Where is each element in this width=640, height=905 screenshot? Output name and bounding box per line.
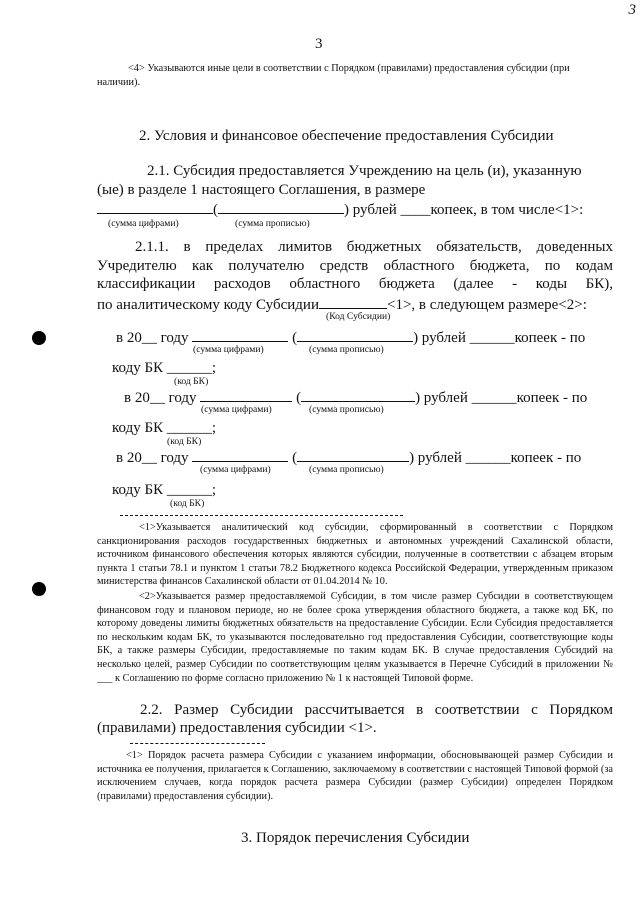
p211-line4: по аналитическому коду Субсидии <1>, в следующем размере<2>: [97,297,587,313]
p21-caption-words: (сумма прописью) [235,218,310,229]
year2-sum-digits-blank[interactable] [200,388,292,402]
year2-caption-digits: (сумма цифрами) [201,404,272,415]
year1-sum-words-blank[interactable] [297,328,413,342]
footnote-separator [120,515,403,516]
footnote-1: <1>Указывается аналитический код субсидии, сформированный в соответствии с Порядком санкционирования расходов государственных бюджетных и автономных учреждений Сахалинской области, источником финансового обеспечения которых являются субсидии, полученные в соответствии с абзацем вторым пункта 1 статьи 78.1 и пунктом 1 статьи 78.2 Бюджетного кодекса Российской Федерации, утвержденным приказом министерства финансов Сахалинской области от 01.04.2014 № 10. [97,522,613,588]
binder-hole-top [32,331,46,345]
year2-sum-words-blank[interactable] [301,388,415,402]
footnote-separator-2 [130,743,265,744]
note-4-line2: наличии). [97,77,141,88]
p211-line2: Учредителю как получателю средств областного бюджета, по кодам [97,258,613,274]
year1-sum-digits-blank[interactable] [192,328,288,342]
year1-caption-kbk: (код БК) [174,376,209,387]
binder-hole-bottom [32,582,46,596]
p211-line3: классификации расходов областного бюджета (далее - коды БК), [97,276,613,292]
year3-kbk: коду БК ______; [112,482,217,498]
year1-caption-digits: (сумма цифрами) [193,344,264,355]
p22-line1: 2.2. Размер Субсидии рассчитывается в соответствии с Порядком [140,702,613,718]
p21-line2: (ые) в разделе 1 настоящего Соглашения, в размере [97,182,426,198]
page-number: 3 [315,36,323,52]
year3-caption-kbk: (код БК) [170,498,205,509]
p21-line1: 2.1. Субсидия предоставляется Учреждению на цель (и), указанную [147,163,582,179]
year1-caption-words: (сумма прописью) [309,344,384,355]
p21-line3: ( ) рублей ____копеек, в том числе<1>: [97,200,583,219]
subsidy-code-caption: (Код Субсидии) [326,311,391,322]
year3-caption-digits: (сумма цифрами) [200,464,271,475]
section-2-title: 2. Условия и финансовое обеспечение предоставления Субсидии [139,128,554,144]
p21-caption-digits: (сумма цифрами) [108,218,179,229]
year3-sum-digits-blank[interactable] [192,448,288,462]
p21-sum-words-blank[interactable] [218,200,344,214]
year-row-3: в 20__ году ( ) рублей ______копеек - по [116,450,582,466]
p21-sum-digits-blank[interactable] [97,200,213,214]
note-4-line1: <4> Указываются иные цели в соответствии с Порядком (правилами) предоставления субсидии (при [128,63,570,74]
year1-kbk: коду БК ______; [112,360,217,376]
year3-caption-words: (сумма прописью) [309,464,384,475]
year2-kbk: коду БК ______; [112,420,217,436]
p211-line1: 2.1.1. в пределах лимитов бюджетных обязательств, доведенных [135,239,613,255]
year2-caption-kbk: (код БК) [167,436,202,447]
year-row-2: в 20__ году ( ) рублей ______копеек - по [124,390,588,406]
year-row-1: в 20__ году ( ) рублей ______копеек - по [116,330,586,346]
corner-mark: 3 [628,2,636,18]
subsidy-code-blank[interactable] [319,295,387,309]
p22-line2: (правилами) предоставления субсидии <1>. [97,720,377,736]
section-3-title: 3. Порядок перечисления Субсидии [241,830,470,846]
year3-sum-words-blank[interactable] [297,448,409,462]
footnote-3: <1> Порядок расчета размера Субсидии с указанием информации, обосновывающей размер Субсидии и источника ее получения, прилагается к Соглашению, заключаемому в соответствии с настоящей Типовой формой (за исключением случаев, когда порядок расчета размера Субсидии (размер Субсидии) определен Порядком (правилами) предоставления субсидии). [97,750,613,802]
year2-caption-words: (сумма прописью) [309,404,384,415]
footnote-2: <2>Указывается размер предоставляемой Субсидии, в том числе размер Субсидии в соответствующем финансовом году и плановом периоде, но не более срока утверждения областного бюджета, а также код БК, по которому доведены лимиты бюджетных обязательств на предоставление Субсидии. Если Субсидия предоставляется по нескольким кодам БК, то указываются последовательно год предоставления Субсидии, соответствующие коды БК, а также размеры Субсидии, предоставляемые по таким кодам БК. В случае предоставления Субсидий на несколько целей, размер Субсидии по соответствующим целям указывается в Перечне Субсидий в приложении № ___ к Соглашению по форме согласно приложению № 1 к настоящей Типовой форме. [97,591,613,684]
